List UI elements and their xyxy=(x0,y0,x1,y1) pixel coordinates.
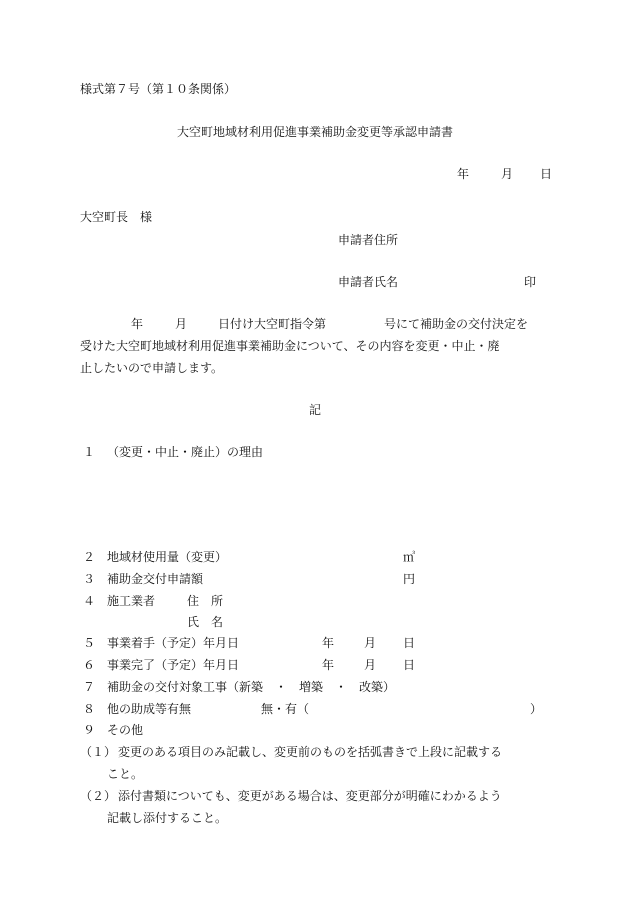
item-3-text: 補助金交付申請額 xyxy=(107,572,204,586)
item-2-unit: ㎥ xyxy=(403,550,416,564)
item-1-text: （変更・中止・廃止）の理由 xyxy=(107,445,264,459)
item-4-number: ４ xyxy=(83,594,96,608)
item-2-number: ２ xyxy=(83,550,96,564)
note-1-number: （１） xyxy=(80,745,117,759)
item-6-year: 年 xyxy=(322,658,335,672)
item-7-text: 補助金の交付対象工事（新築 ・ 増築 ・ 改築） xyxy=(107,680,396,694)
item-3-unit: 円 xyxy=(403,572,416,586)
item-7-number: ７ xyxy=(83,680,96,694)
note-2-line-2: 記載し添付すること。 xyxy=(107,811,228,825)
date-month: 月 xyxy=(501,167,514,181)
applicant-address-label: 申請者住所 xyxy=(338,233,399,247)
item-8-close-paren: ） xyxy=(530,702,543,716)
item-4-name-label: 氏 名 xyxy=(187,615,224,629)
item-5-year: 年 xyxy=(322,636,335,650)
item-5-text: 事業着手（予定）年月日 xyxy=(107,636,240,650)
note-2-number: （２） xyxy=(80,789,117,803)
item-9-text: その他 xyxy=(107,723,144,737)
addressee: 大空町長 様 xyxy=(80,210,153,224)
note-1-line-2: こと。 xyxy=(107,767,144,781)
item-5-month: 月 xyxy=(364,636,377,650)
note-2-line-1: 添付書類についても、変更がある場合は、変更部分が明確にわかるよう xyxy=(118,789,502,803)
item-5-day: 日 xyxy=(403,636,416,650)
ki-heading: 記 xyxy=(308,403,321,417)
item-4-address-label: 住 所 xyxy=(187,594,224,608)
item-2-text: 地域材使用量（変更） xyxy=(107,550,228,564)
body-day-reference: 日付け大空町指令第 xyxy=(218,317,327,331)
body-month: 月 xyxy=(175,317,188,331)
item-8-number: ８ xyxy=(83,702,96,716)
item-4-text: 施工業者 xyxy=(107,594,156,608)
item-6-month: 月 xyxy=(364,658,377,672)
body-year: 年 xyxy=(131,317,144,331)
document-title: 大空町地域材利用促進事業補助金変更等承認申請書 xyxy=(176,125,453,139)
body-number-suffix: 号にて補助金の交付決定を xyxy=(384,317,529,331)
item-9-number: ９ xyxy=(83,723,96,737)
body-line-3: 止したいので申請します。 xyxy=(80,361,224,375)
item-8-text: 他の助成等有無 xyxy=(107,702,192,716)
note-1-line-1: 変更のある項目のみ記載し、変更前のものを括弧書きで上段に記載する xyxy=(118,745,503,759)
date-day: 日 xyxy=(540,167,553,181)
body-line-2: 受けた大空町地域材利用促進事業補助金について、その内容を変更・中止・廃 xyxy=(80,339,500,353)
item-1-number: １ xyxy=(83,445,96,459)
item-6-text: 事業完了（予定）年月日 xyxy=(107,658,240,672)
item-6-number: ６ xyxy=(83,658,96,672)
form-number: 様式第７号（第１０条関係） xyxy=(80,82,237,96)
item-3-number: ３ xyxy=(83,572,96,586)
applicant-name-label: 申請者氏名 xyxy=(338,275,399,289)
item-5-number: ５ xyxy=(83,636,96,650)
item-8-choice: 無・有（ xyxy=(261,702,310,716)
item-6-day: 日 xyxy=(403,658,416,672)
date-year: 年 xyxy=(457,167,470,181)
seal-mark: 印 xyxy=(524,275,537,289)
